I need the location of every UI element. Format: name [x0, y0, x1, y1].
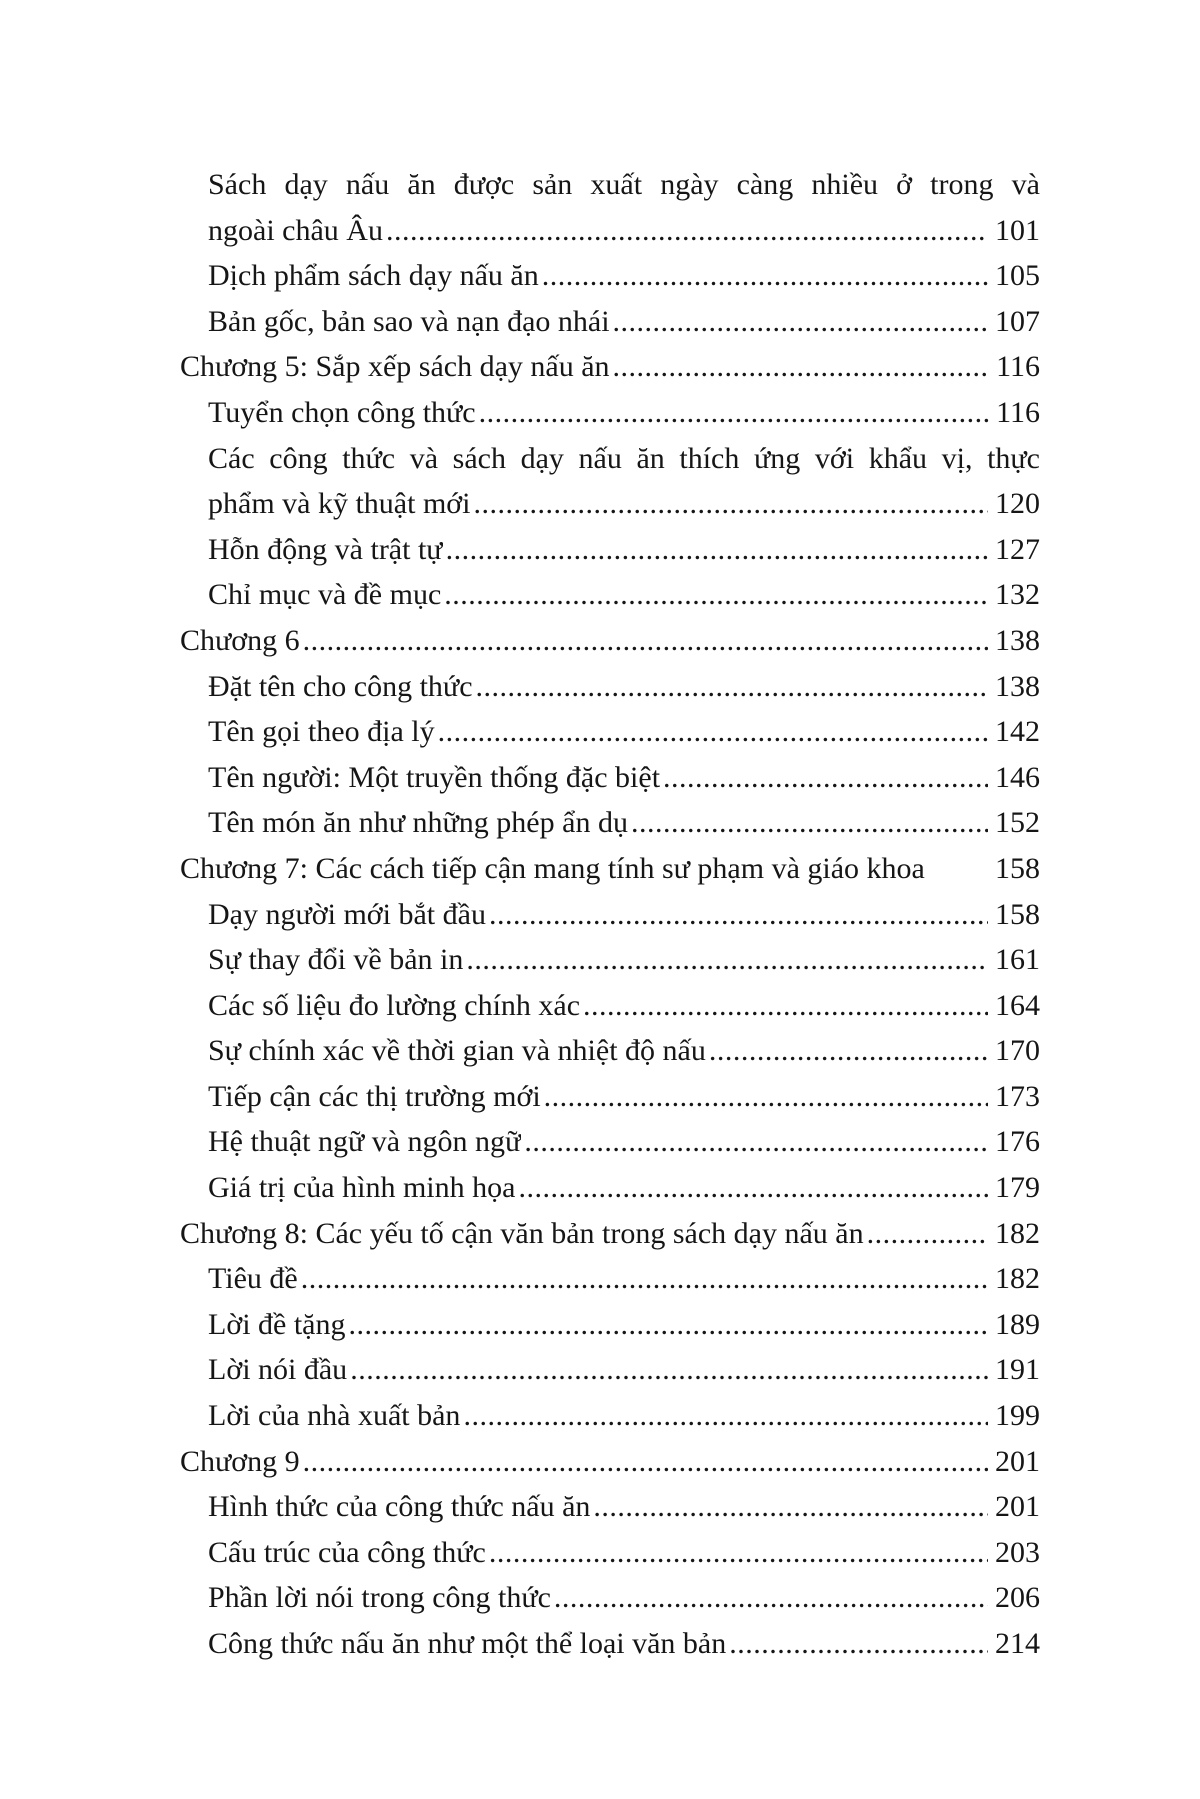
toc-entry-title: Chương 5: Sắp xếp sách dạy nấu ăn	[180, 350, 610, 384]
toc-row	[180, 1074, 1040, 1120]
toc-row	[180, 846, 1040, 892]
toc-row	[180, 618, 1040, 664]
toc-entry-word: Sách	[208, 168, 267, 201]
toc-page-number: 116	[996, 350, 1040, 384]
toc-entry-title: Tên người: Một truyền thống đặc biệt	[208, 760, 661, 794]
toc-page-number: 201	[995, 1490, 1040, 1524]
toc-leader-dots	[446, 527, 988, 573]
toc-page-number: 158	[995, 851, 1040, 885]
toc-leader-dots	[554, 1575, 988, 1621]
toc-row	[180, 253, 1040, 299]
toc-entry-title: phẩm và kỹ thuật mới	[208, 487, 471, 521]
toc-entry-word: khẩu	[868, 441, 928, 475]
toc-leader-dots	[613, 344, 990, 390]
toc-page-number: 206	[995, 1581, 1040, 1615]
toc-entry-title: Sự chính xác về thời gian và nhiệt độ nấu	[208, 1034, 706, 1068]
toc-entry-word: Các	[208, 441, 255, 475]
toc-leader-dots	[593, 1484, 988, 1530]
toc-entry-title: Chương 6	[180, 623, 300, 657]
toc-row	[180, 299, 1040, 345]
toc-page-number: 120	[995, 487, 1040, 521]
toc-leader-dots	[544, 1074, 988, 1120]
toc-entry-title: Cấu trúc của công thức	[208, 1535, 486, 1569]
toc-entry-word: dạy	[284, 168, 328, 201]
toc-page-number: 191	[995, 1353, 1040, 1387]
toc-entry-word: sách	[452, 441, 506, 475]
toc-page-number: 132	[995, 578, 1040, 612]
toc-page-number: 161	[995, 943, 1040, 977]
toc-entry-title: Đặt tên cho công thức	[208, 669, 473, 703]
toc-entry-title: Chương 8: Các yếu tố cận văn bản trong sách dạy nấu ăn	[180, 1216, 864, 1250]
toc-entry-title: Tên gọi theo địa lý	[208, 715, 435, 749]
toc-entry-word: nấu	[578, 441, 622, 475]
toc-leader-dots	[663, 755, 988, 801]
toc-row	[180, 1165, 1040, 1211]
toc-entry-title: Hình thức của công thức nấu ăn	[208, 1490, 591, 1524]
toc-page-number: 116	[996, 395, 1040, 429]
toc-page-number: 173	[995, 1079, 1040, 1113]
toc-page-number: 146	[995, 760, 1040, 794]
toc-page-number: 179	[995, 1171, 1040, 1205]
toc-row	[180, 162, 1040, 208]
toc-entry-word: vị,	[941, 441, 973, 475]
toc-entry-word: ăn	[407, 168, 436, 201]
toc-entry-word: được	[453, 168, 515, 201]
toc-entry-title: Công thức nấu ăn như một thể loại văn bản	[208, 1627, 727, 1660]
toc-row	[180, 1119, 1040, 1165]
toc-row	[180, 1347, 1040, 1393]
toc-entry-word: thức	[342, 441, 396, 475]
toc-leader-dots	[542, 253, 988, 299]
toc-entry-word: công	[269, 441, 328, 475]
toc-entry-word: nhiều	[811, 168, 879, 201]
toc-entry-title: Tên món ăn như những phép ẩn dụ	[208, 806, 628, 840]
toc-row	[180, 800, 1040, 846]
toc-leader-dots	[438, 709, 988, 755]
toc-leader-dots	[613, 299, 988, 345]
toc-page-number: 164	[995, 988, 1040, 1022]
toc-page-number: 127	[995, 532, 1040, 566]
toc-leader-dots	[463, 1393, 988, 1439]
toc-row	[180, 755, 1040, 801]
toc-row	[180, 1302, 1040, 1348]
toc-entry-title: Phần lời nói trong công thức	[208, 1581, 551, 1615]
toc-page-number: 203	[995, 1535, 1040, 1569]
toc-entry-word: dạy	[520, 441, 564, 475]
toc-page-number: 138	[995, 669, 1040, 703]
toc-entry-word: và	[409, 441, 439, 475]
toc-row	[180, 937, 1040, 983]
toc-page-number: 107	[995, 304, 1040, 338]
toc-row	[180, 1484, 1040, 1530]
toc-leader-dots	[350, 1347, 988, 1393]
toc-row	[180, 709, 1040, 755]
toc-entry-word: thích	[679, 441, 740, 475]
toc-row	[180, 892, 1040, 938]
toc-leader-dots	[301, 1256, 988, 1302]
toc-entry-title: Chương 9	[180, 1444, 300, 1478]
toc-entry-title: Tuyển chọn công thức	[208, 395, 476, 429]
toc-entry-title: Bản gốc, bản sao và nạn đạo nhái	[208, 304, 610, 338]
toc-row	[180, 1621, 1040, 1667]
toc-page-number: 101	[995, 213, 1040, 247]
toc-page-number: 182	[995, 1216, 1040, 1250]
toc-entry-title: Lời nói đầu	[208, 1353, 348, 1387]
toc-row	[180, 983, 1040, 1029]
toc-entry-title: Tiêu đề	[208, 1262, 298, 1296]
toc-row	[180, 1575, 1040, 1621]
toc-entry-title: Hỗn động và trật tự	[208, 532, 443, 566]
toc-entry-word: thực	[987, 441, 1040, 475]
toc-page-number: 201	[995, 1444, 1040, 1478]
toc-row	[180, 527, 1040, 573]
toc-page-number: 158	[995, 897, 1040, 931]
toc-entry-word: với	[814, 441, 855, 475]
toc-entry-title: Lời đề tặng	[208, 1307, 346, 1341]
toc-entry-title: Sự thay đổi về bản in	[208, 943, 464, 977]
toc-page-number: 138	[995, 623, 1040, 657]
toc-leader-dots	[709, 1028, 988, 1074]
toc-page-number: 152	[995, 806, 1040, 840]
toc-entry-title: Lời của nhà xuất bản	[208, 1399, 461, 1433]
toc-entry-word: ăn	[636, 441, 665, 475]
toc-leader-dots	[479, 390, 989, 436]
toc-row	[180, 344, 1040, 390]
toc-entry-title: Chương 7: Các cách tiếp cận mang tính sư phạm và giáo khoa	[180, 851, 925, 885]
toc-entry-word: ở	[896, 168, 913, 201]
toc-row	[180, 208, 1040, 254]
toc-leader-dots	[303, 618, 988, 664]
toc-row	[180, 1530, 1040, 1576]
toc-page-number: 170	[995, 1034, 1040, 1068]
toc-leader-dots	[524, 1119, 988, 1165]
toc-leader-dots	[349, 1302, 989, 1348]
toc-entry-word: ứng	[754, 441, 801, 475]
toc-row	[180, 572, 1040, 618]
toc-leader-dots	[729, 1621, 988, 1667]
toc-row	[180, 1256, 1040, 1302]
toc-page-number: 176	[995, 1125, 1040, 1159]
toc-entry-title: ngoài châu Âu	[208, 213, 383, 247]
toc-entry-title: Chỉ mục và đề mục	[208, 578, 442, 612]
toc-leader-dots	[583, 983, 988, 1029]
toc-page-number: 189	[995, 1307, 1040, 1341]
toc-entry-word: ngày	[660, 168, 719, 201]
toc-leader-dots	[303, 1439, 988, 1485]
toc-leader-dots	[489, 892, 988, 938]
toc-entry-word: càng	[736, 168, 794, 201]
toc-entry-word: xuất	[590, 168, 643, 201]
toc-entry-word: và	[1011, 168, 1040, 201]
toc-leader-dots	[489, 1530, 988, 1576]
toc-leader-dots	[518, 1165, 988, 1211]
toc-entry-word: nấu	[345, 168, 390, 201]
toc-entry-title: Dạy người mới bắt đầu	[208, 897, 486, 931]
toc-leader-dots	[474, 481, 989, 527]
toc-row	[180, 436, 1040, 482]
toc-row	[180, 1439, 1040, 1485]
toc-entry-title: Dịch phẩm sách dạy nấu ăn	[208, 259, 539, 293]
toc-row	[180, 1028, 1040, 1074]
toc-page-number: 182	[995, 1262, 1040, 1296]
table-of-contents	[180, 162, 1040, 1667]
toc-leader-dots	[386, 208, 988, 254]
toc-entry-title: Hệ thuật ngữ và ngôn ngữ	[208, 1125, 522, 1159]
toc-row	[180, 481, 1040, 527]
toc-leader-dots	[466, 937, 988, 983]
toc-leader-dots	[444, 572, 988, 618]
toc-entry-title: Các số liệu đo lường chính xác	[208, 988, 581, 1022]
toc-entry-word: trong	[930, 168, 994, 201]
toc-page-number: 105	[995, 259, 1040, 293]
toc-entry-title: Giá trị của hình minh họa	[208, 1171, 516, 1205]
toc-leader-dots	[631, 800, 988, 846]
toc-page-number: 199	[995, 1399, 1040, 1433]
toc-row	[180, 390, 1040, 436]
toc-row	[180, 664, 1040, 710]
toc-entry-title: Tiếp cận các thị trường mới	[208, 1079, 541, 1113]
toc-leader-dots	[867, 1211, 988, 1257]
toc-row	[180, 1211, 1040, 1257]
toc-page-number: 142	[995, 715, 1040, 749]
toc-entry-word: sản	[532, 168, 573, 201]
toc-row	[180, 1393, 1040, 1439]
toc-page-number: 214	[995, 1627, 1040, 1660]
toc-leader-dots	[476, 664, 988, 710]
